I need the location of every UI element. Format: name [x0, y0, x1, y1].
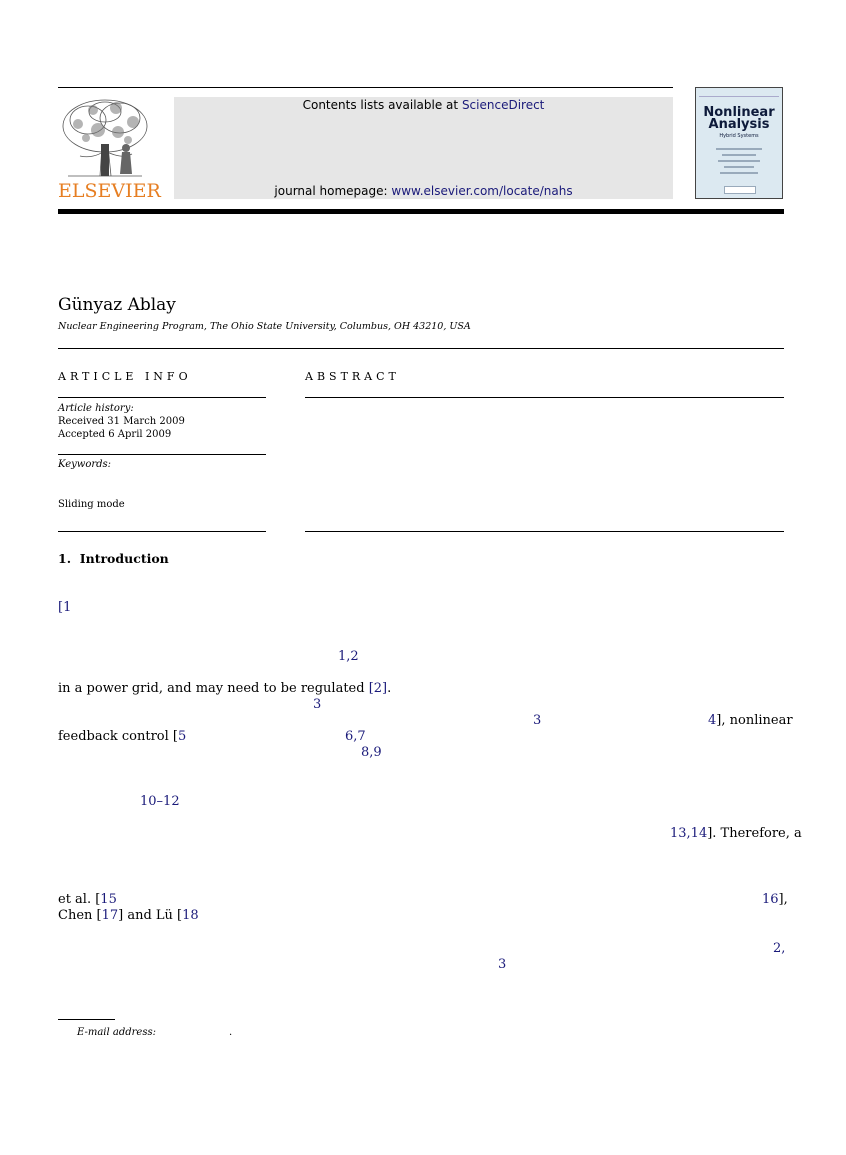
text-line-etal: et al. [15 [58, 892, 117, 907]
keywords-rule [58, 454, 266, 455]
citation-18[interactable]: 18 [182, 908, 199, 923]
cover-title-1: Nonlinear [703, 105, 775, 120]
citation-4[interactable]: 4 [708, 713, 717, 728]
header-thick-rule [58, 209, 784, 214]
abstract-bottom-rule [305, 531, 784, 532]
text-line-chen: Chen [17] and Lü [18 [58, 908, 199, 923]
journal-banner [174, 97, 673, 199]
abstract-rule [305, 397, 784, 398]
section-rule [58, 348, 784, 349]
abstract-heading: ABSTRACT [305, 370, 400, 383]
sciencedirect-link[interactable]: ScienceDirect [461, 98, 545, 112]
journal-cover [695, 87, 783, 199]
cover-line [722, 154, 756, 156]
cover-line [724, 166, 754, 168]
footnote-rule [58, 1019, 115, 1020]
citation-1-2[interactable]: 1,2 [338, 649, 359, 664]
author-name: Günyaz Ablay [58, 295, 176, 315]
article-info-rule [58, 397, 266, 398]
citation-16[interactable]: 16 [762, 892, 779, 907]
elsevier-tree-logo [58, 96, 152, 180]
received-date: Received 31 March 2009 [58, 416, 185, 427]
cover-line [720, 172, 758, 174]
citation-3[interactable]: 3 [533, 713, 542, 728]
cover-line [718, 160, 760, 162]
header-top-rule [58, 87, 673, 88]
citation-1[interactable]: [1 [58, 600, 72, 615]
keyword-item: Sliding mode [58, 499, 125, 510]
citation-15[interactable]: 15 [100, 892, 117, 907]
citation-13-14[interactable]: 13,14 [670, 826, 708, 841]
citation-3[interactable]: 3 [498, 957, 507, 972]
text-line-therefore: 13,14]. Therefore, a [670, 826, 802, 841]
sciencedirect-cover-badge [724, 186, 756, 194]
citation-8-9[interactable]: 8,9 [361, 745, 382, 760]
citation-3[interactable]: 3 [313, 697, 322, 712]
citation-10-12[interactable]: 10–12 [140, 794, 180, 809]
article-history-label: Article history: [58, 403, 134, 414]
keywords-label: Keywords: [58, 459, 112, 470]
tree-icon [58, 96, 152, 180]
citation-2[interactable]: [2] [368, 681, 388, 696]
section-heading-introduction: 1. Introduction [58, 551, 169, 566]
citation-17[interactable]: 17 [101, 908, 119, 923]
text-line-ref16: 16], [762, 892, 788, 907]
citation-2[interactable]: 2, [773, 941, 786, 956]
homepage-line: journal homepage: www.elsevier.com/locate/nahs [274, 184, 573, 198]
cover-top-strip [699, 91, 779, 97]
cover-line [716, 148, 762, 150]
cover-title-2: Analysis [708, 117, 770, 132]
article-info-bottom-rule [58, 531, 266, 532]
elsevier-wordmark: ELSEVIER [58, 180, 161, 202]
text-line-nonlinear: 4], nonlinear [708, 713, 793, 728]
text-line-feedback: feedback control [5 [58, 729, 187, 744]
text-line-power-grid: in a power grid, and may need to be regulated [2]. [58, 681, 392, 696]
citation-5[interactable]: 5 [178, 729, 187, 744]
footnote-email-label: E-mail address: [77, 1027, 156, 1038]
cover-subtitle: Hybrid Systems [719, 133, 759, 139]
accepted-date: Accepted 6 April 2009 [58, 429, 172, 440]
author-affiliation: Nuclear Engineering Program, The Ohio State University, Columbus, OH 43210, USA [58, 321, 471, 332]
footnote-dot: . [229, 1027, 233, 1038]
journal-homepage-link[interactable]: www.elsevier.com/locate/nahs [391, 184, 573, 198]
article-info-heading: ARTICLE INFO [58, 370, 192, 383]
citation-6-7[interactable]: 6,7 [345, 729, 366, 744]
contents-line: Contents lists available at ScienceDirect [302, 98, 545, 112]
